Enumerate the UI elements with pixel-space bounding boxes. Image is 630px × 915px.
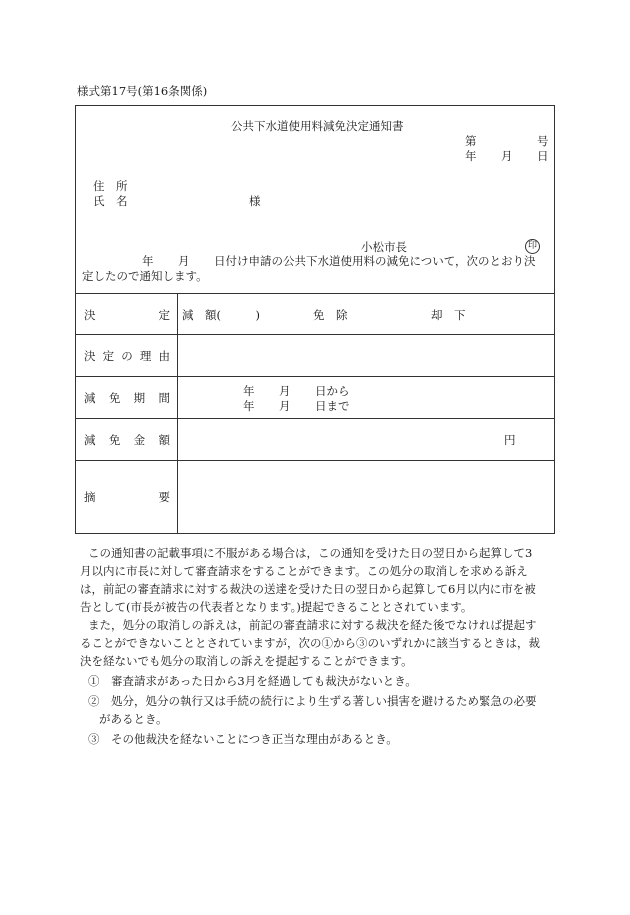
period-to-year: 年 xyxy=(243,399,255,413)
period-from-year: 年 xyxy=(243,384,255,398)
label-char: 理 xyxy=(139,349,152,363)
intro-text-line1: 日付け申請の公共下水道使用料の減免について，次のとおり決 xyxy=(214,254,536,268)
table-rule xyxy=(76,376,554,377)
table-rule xyxy=(76,418,554,419)
date-month: 月 xyxy=(501,149,513,163)
seal-icon: 印 xyxy=(525,239,540,254)
period-from-text: 日から xyxy=(315,384,350,398)
label-char: 減 xyxy=(84,433,96,447)
option-reduction: 減 額( ) xyxy=(182,308,260,322)
notice-line-1: この通知書の記載事項に不服がある場合は，この通知を受けた日の翌日から起算して3 xyxy=(88,546,533,560)
period-to-month: 月 xyxy=(279,399,291,413)
date-day: 日 xyxy=(537,149,549,163)
name-label: 氏 名 xyxy=(93,194,128,208)
amount-label xyxy=(84,432,170,448)
table-column-divider xyxy=(177,293,178,534)
date-year: 年 xyxy=(465,149,477,163)
label-char: の xyxy=(121,349,133,363)
label-char: 間 xyxy=(158,391,170,405)
label-char: 定 xyxy=(158,308,170,322)
option-rejection: 却 下 xyxy=(431,308,466,322)
decision-label xyxy=(84,307,170,323)
period-label xyxy=(84,390,170,406)
label-char: 摘 xyxy=(84,490,96,504)
number-go: 号 xyxy=(537,134,549,148)
label-char: 額 xyxy=(158,433,170,447)
notice-item-1: ① 審査請求があった日から3月を経過しても裁決がないとき。 xyxy=(88,674,417,688)
label-char: 定 xyxy=(102,349,115,363)
notification-form-frame xyxy=(75,105,555,534)
address-label: 住 所 xyxy=(93,179,128,193)
notice-line-6: ることができないこととされていますが，次の①から③のいずれかに該当するときは，裁 xyxy=(80,636,540,650)
notice-line-7: 決を経ないでも処分の取消しの訴えを提起することができます。 xyxy=(80,654,413,668)
label-char: 要 xyxy=(158,490,170,504)
label-char: 決 xyxy=(84,308,96,322)
notice-item-2: ② 処分，処分の執行又は手続の続行により生ずる著しい損害を避けるため緊急の必要 xyxy=(88,694,537,708)
intro-year: 年 xyxy=(142,254,154,268)
number-dai: 第 xyxy=(465,134,477,148)
notice-item-2-cont: があるとき。 xyxy=(99,712,168,726)
label-char: 減 xyxy=(84,391,96,405)
label-char: 免 xyxy=(108,433,121,447)
notice-line-5: また，処分の取消しの訴えは，前記の審査請求に対する裁決を経た後でなければ提起す xyxy=(88,618,537,632)
option-exemption: 免 除 xyxy=(313,308,348,322)
label-char: 期 xyxy=(133,391,146,405)
amount-yen: 円 xyxy=(504,433,516,447)
notice-item-3: ③ その他裁決を経ないことにつき正当な理由があるとき。 xyxy=(88,732,398,746)
label-char: 金 xyxy=(133,433,146,447)
issuer-name: 小松市長 xyxy=(361,240,407,254)
honorific-sama: 様 xyxy=(249,194,261,208)
reason-label xyxy=(84,348,170,364)
table-rule-top xyxy=(76,293,554,294)
period-to-text: 日まで xyxy=(315,399,350,413)
form-number: 様式第17号(第16条関係) xyxy=(77,84,208,98)
remarks-label xyxy=(84,489,170,505)
table-rule xyxy=(76,334,554,335)
period-from-month: 月 xyxy=(279,384,291,398)
label-char: 由 xyxy=(158,349,170,363)
label-char: 免 xyxy=(108,391,121,405)
document-title: 公共下水道使用料減免決定通知書 xyxy=(231,119,404,133)
intro-month: 月 xyxy=(178,254,190,268)
table-rule xyxy=(76,460,554,461)
intro-text-line2: 定したので通知します。 xyxy=(82,269,208,283)
label-char: 決 xyxy=(84,349,96,363)
notice-line-2: 月以内に市長に対して審査請求をすることができます。この処分の取消しを求める訴え xyxy=(80,564,528,578)
notice-line-4: 告として(市長が被告の代表者となります。)提起できることとされています。 xyxy=(80,600,473,614)
notice-line-3: は，前記の審査請求に対する裁決の送達を受けた日の翌日から起算して6月以内に市を被 xyxy=(80,582,536,596)
